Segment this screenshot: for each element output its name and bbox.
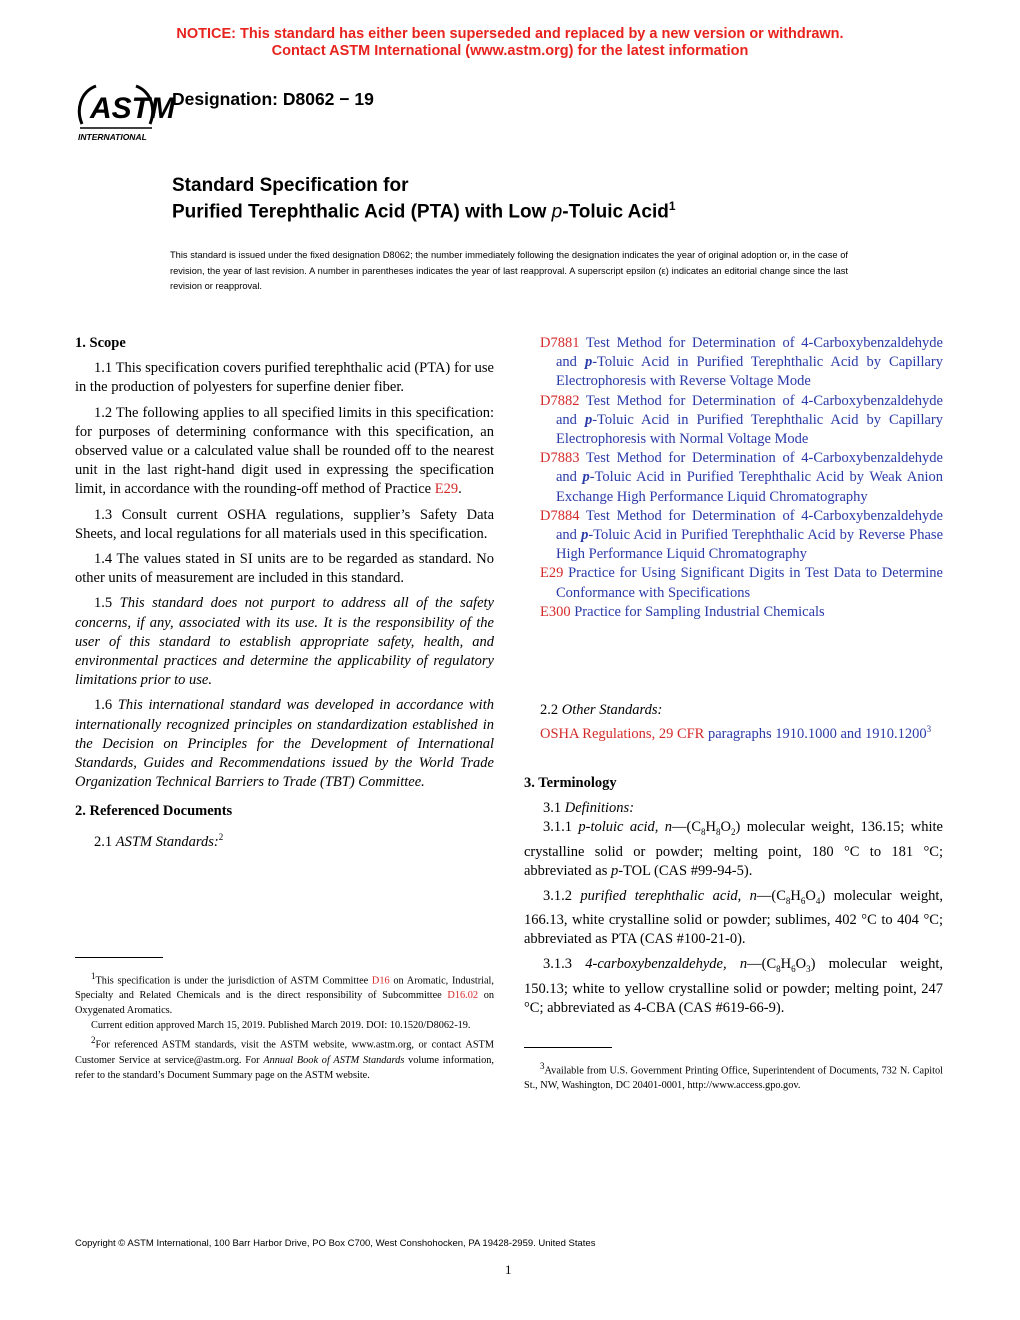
d16-link[interactable]: D16: [371, 975, 390, 987]
title-italic: p: [551, 201, 563, 223]
scope-heading: 1. Scope: [75, 335, 126, 351]
withdrawal-notice: [0, 26, 1020, 60]
footnote-1-mark: 1: [91, 971, 96, 981]
reference-item: [540, 392, 943, 450]
para-1-1: 1.1 This specification covers purified terephthalic acid (PTA) for use in the production of polyesters for superfine denier fiber.: [75, 360, 494, 396]
footnote-rule-left: [75, 957, 163, 958]
right-column-lower: [540, 701, 943, 744]
designation: Designation: D8062 − 19: [172, 89, 374, 109]
footnote-2-text: For referenced ASTM standards, visit the ASTM website, www.astm.org, or contact ASTM Customer Service at service@astm.org. For: [75, 1039, 494, 1066]
reference-title-link[interactable]: Test Method for Determination of 4-Carboxybenzaldehyde and p-Toluic Acid in Purified Terephthalic Acid by Reverse Phase High Performance Liquid Chromatography: [556, 507, 944, 563]
e29-link[interactable]: E29: [434, 481, 459, 498]
footnote-1-text-b: on Aromatic, Industrial, Specialty and Related Chemicals and is the direct responsibility of Subcommittee: [75, 975, 494, 1002]
para-1-2-end: .: [458, 481, 462, 498]
para-3-1-1: 3.1.1 p-toluic acid, $n—(C_8H_8O_2)$ molecular weight, 136.15; white crystalline solid or powder; melting point, 180 °C to 181 °C; abbreviated as p-TOL (CAS #99-94-5).: [524, 819, 943, 879]
para-2-1-text: ASTM Standards:: [115, 833, 219, 850]
para-1-3: 1.3 Consult current OSHA regulations, supplier’s Safety Data Sheets, and local regulations for all materials used in this specification.: [75, 506, 494, 542]
para-3-1-2: 3.1.2 purified terephthalic acid, $n—(C_8H_6O_4)$ molecular weight, 166.13, white crystalline solid or powder; sublimes, 402 °C to 404 °C; abbreviated as PTA (CAS #100-21-0).: [524, 887, 944, 948]
title-text-end: -Toluic Acid: [562, 201, 669, 223]
footnote-1-text-c: on Oxygenated Aromatics.: [75, 990, 494, 1017]
para-2-2: [540, 701, 943, 720]
title-text: Purified Terephthalic Acid (PTA) with Low: [172, 201, 552, 223]
para-1-2-text: 1.2 The following applies to all specified limits in this specification: for purposes of determining conformance with this specification, an observed value or a calculated value shall be rounded off to the nearest unit in the last right-hand digit used in expressing the specification limit, in accordance with the rounding-off method of Practice: [75, 404, 494, 498]
title-footnote-mark: 1: [668, 199, 676, 213]
reference-title-link[interactable]: Test Method for Determination of 4-Carboxybenzaldehyde and p-Toluic Acid in Purified Terephthalic Acid by Capillary Electrophoresis with Normal Voltage Mode: [556, 392, 943, 448]
footnote-3: [524, 1059, 943, 1093]
reference-code-link[interactable]: D7881: [540, 335, 580, 351]
reference-item: [540, 449, 943, 507]
reference-code-link[interactable]: D7884: [540, 507, 580, 524]
astm-logo: [74, 78, 175, 144]
osha-link[interactable]: OSHA Regulations, 29 CFR: [540, 726, 705, 743]
copyright-footer: Copyright © ASTM International, 100 Barr Harbor Drive, PO Box C700, West Conshohocken, PA 19428-2959. United States: [75, 1238, 596, 1249]
para-1-6-text: This international standard was developed in accordance with internationally recognized principles on standardization established in the Decision on Principles for the Development of International Standards, Guides and Recommendations issued by the World Trade Organization Technical Barriers to Trade (TBT) Committee.: [75, 697, 494, 791]
reference-code-link[interactable]: D7883: [540, 450, 580, 467]
para-3-1-text: Definitions:: [564, 800, 635, 817]
para-2-2-num: 2.2: [540, 702, 562, 718]
para-2-2-text: Other Standards:: [561, 702, 663, 718]
left-footnotes: [75, 969, 494, 1083]
notice-line-2: Contact ASTM International (www.astm.org) for the latest information: [271, 43, 749, 59]
para-1-5-text: This standard does not purport to address all of the safety concerns, if any, associated with its use. It is the responsibility of the user of this standard to establish appropriate safety, health, and environmental practices and determine the applicability of regulatory limitations prior to use.: [75, 595, 494, 689]
footnote-1: [75, 969, 494, 1018]
footnote-3-mark: 3: [540, 1061, 545, 1071]
para-1-4: 1.4 The values stated in SI units are to be regarded as standard. No other units of measurement are included in this standard.: [75, 551, 494, 587]
para-2-1-sup: 2: [218, 831, 224, 842]
reference-code-link[interactable]: E300: [540, 603, 571, 620]
footnote-1-edition: Current edition approved March 15, 2019. Published March 2019. DOI: 10.1520/D8062-19.: [91, 1020, 471, 1032]
osha-title-link[interactable]: paragraphs 1910.1000 and 1910.1200: [707, 726, 927, 743]
refdocs-heading: 2. Referenced Documents: [75, 803, 233, 820]
terminology-section: [524, 774, 943, 1018]
reference-item: [540, 564, 943, 602]
footnote-3-text: Available from U.S. Government Printing Office, Superintendent of Documents, 732 N. Capitol St., NW, Washington, DC 20401-0001, http://www.access.gpo.gov.: [524, 1065, 943, 1092]
page-number: 1: [505, 1262, 512, 1277]
footnote-2-text-b: volume information, refer to the standard’s Document Summary page on the ASTM website.: [75, 1054, 494, 1081]
d16-02-link[interactable]: D16.02: [447, 990, 479, 1002]
para-2-1-num: 2.1: [94, 833, 116, 850]
notice-line-1: NOTICE: This standard has either been superseded and replaced by a new version or withdrawn.: [176, 26, 844, 42]
para-3-1: [524, 799, 943, 818]
osha-reference: [540, 720, 943, 744]
reference-item: [540, 603, 943, 622]
footnote-rule-right: [524, 1047, 612, 1048]
reference-item: [540, 334, 943, 392]
left-column: [75, 334, 494, 852]
terminology-heading: 3. Terminology: [524, 775, 617, 791]
intro-paragraph: This standard is issued under the fixed designation D8062; the number immediately following the designation indicates the year of original adoption or, in the case of revision, the year of last revision. A number in parentheses indicates the year of last reapproval. A superscript epsilon (ε) indicates an editorial change since the last revision or reapproval.: [170, 250, 848, 291]
osha-sup: 3: [926, 724, 932, 735]
para-1-6-num: 1.6: [94, 697, 118, 714]
para-1-5: [75, 594, 494, 690]
para-3-1-num: 3.1: [543, 800, 565, 817]
para-1-5-num: 1.5: [94, 595, 120, 612]
para-1-2: [75, 404, 494, 500]
reference-code-link[interactable]: D7882: [540, 392, 580, 409]
para-2-1: [75, 828, 494, 852]
reference-title-link[interactable]: Test Method for Determination of 4-Carboxybenzaldehyde and p-Toluic Acid in Purified Terephthalic Acid by Weak Anion Exchange High Performance Liquid Chromatography: [556, 450, 943, 505]
reference-item: [540, 507, 943, 565]
reference-title-link[interactable]: Test Method for Determination of 4-Carboxybenzaldehyde and p-Toluic Acid in Purified Terephthalic Acid by Capillary Electrophoresis with Reverse Voltage Mode: [556, 335, 943, 390]
para-3-1-3: 3.1.3 4-carboxybenzaldehyde, $n—(C_8H_6O_3)$ molecular weight, 150.13; white to yellow crystalline solid or powder; melting point, 247 °C; abbreviated as 4-CBA (CAS #619-66-9).: [524, 956, 943, 1016]
footnote-1-text: This specification is under the jurisdiction of ASTM Committee: [95, 975, 372, 987]
astm-logo-icon: [74, 78, 175, 144]
logo-text: ASTM: [90, 92, 175, 125]
title-line-2: [172, 199, 676, 223]
reference-code-link[interactable]: E29: [540, 565, 564, 582]
reference-list: [540, 334, 943, 622]
logo-subtext: INTERNATIONAL: [78, 132, 147, 142]
footnote-2: [75, 1033, 494, 1082]
title-line-1: Standard Specification for: [172, 175, 409, 196]
footnote-2-mark: 2: [91, 1035, 96, 1046]
para-1-6: [75, 696, 494, 792]
reference-title-link[interactable]: Practice for Sampling Industrial Chemicals: [570, 603, 825, 620]
reference-title-link[interactable]: Practice for Using Significant Digits in Test Data to Determine Conformance with Specifications: [556, 565, 943, 601]
footnote-2-italic: Annual Book of ASTM Standards: [263, 1054, 405, 1066]
